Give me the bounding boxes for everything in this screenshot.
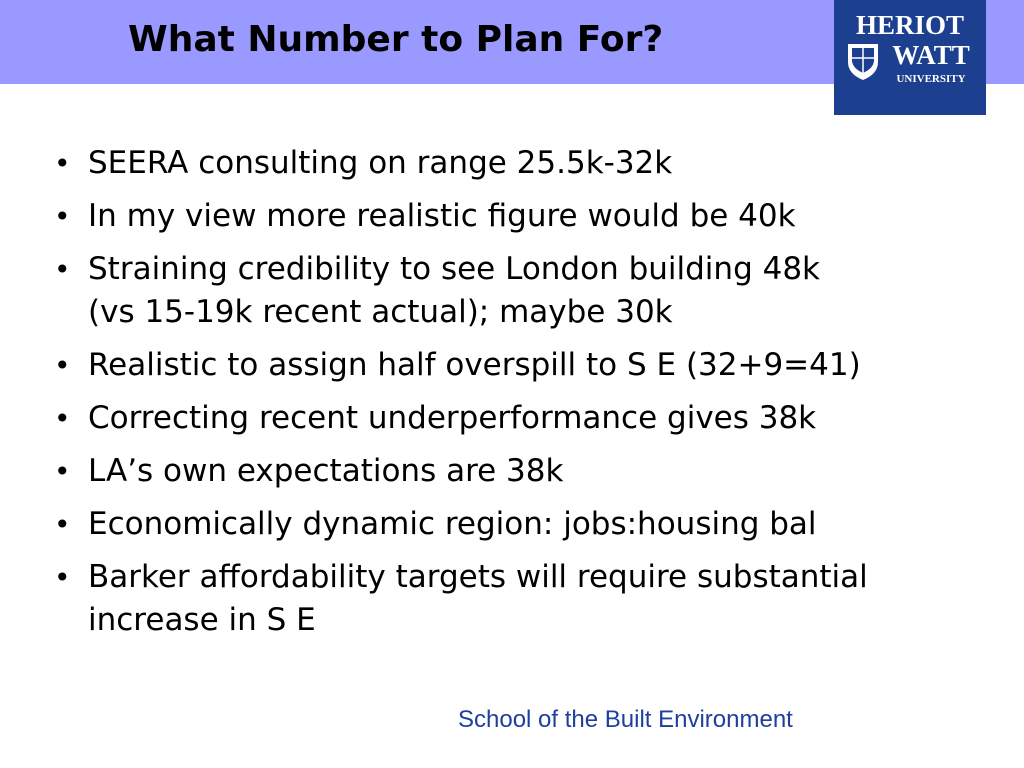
bullet-icon: •	[54, 253, 71, 286]
bullet-text: Straining credibility to see London building 48k (vs 15-19k recent actual); maybe 30k	[88, 251, 820, 330]
slide-title: What Number to Plan For?	[128, 19, 664, 60]
bullet-item	[50, 142, 990, 185]
bullet-list	[50, 142, 990, 652]
bullet-item	[50, 344, 990, 387]
bullet-item	[50, 556, 990, 642]
bullet-icon: •	[54, 402, 71, 435]
bullet-text: Barker affordability targets will require substantial increase in S E	[88, 559, 868, 638]
bullet-item	[50, 195, 990, 238]
bullet-item	[50, 248, 990, 334]
bullet-icon: •	[54, 455, 71, 488]
bullet-text: In my view more realistic figure would be 40k	[88, 198, 796, 234]
bullet-item	[50, 397, 990, 440]
bullet-icon: •	[54, 349, 71, 382]
logo-line3: UNIVERSITY	[896, 73, 966, 85]
bullet-icon: •	[54, 147, 71, 180]
bullet-text: LA’s own expectations are 38k	[88, 453, 564, 489]
bullet-icon: •	[54, 561, 71, 594]
footer-school-name: School of the Built Environment	[458, 706, 793, 733]
logo-line1: HERIOT	[855, 10, 965, 40]
heriot-watt-logo	[834, 0, 986, 115]
bullet-item	[50, 450, 990, 493]
bullet-icon: •	[54, 508, 71, 541]
logo-graphic	[834, 0, 986, 115]
bullet-text: Correcting recent underperformance gives 38k	[88, 400, 817, 436]
logo-line2: WATT	[892, 40, 970, 70]
bullet-icon: •	[54, 200, 71, 233]
bullet-text: Realistic to assign half overspill to S E (32+9=41)	[88, 347, 861, 383]
bullet-item	[50, 503, 990, 546]
bullet-text: SEERA consulting on range 25.5k-32k	[88, 145, 673, 181]
bullet-text: Economically dynamic region: jobs:housing bal	[88, 506, 817, 542]
